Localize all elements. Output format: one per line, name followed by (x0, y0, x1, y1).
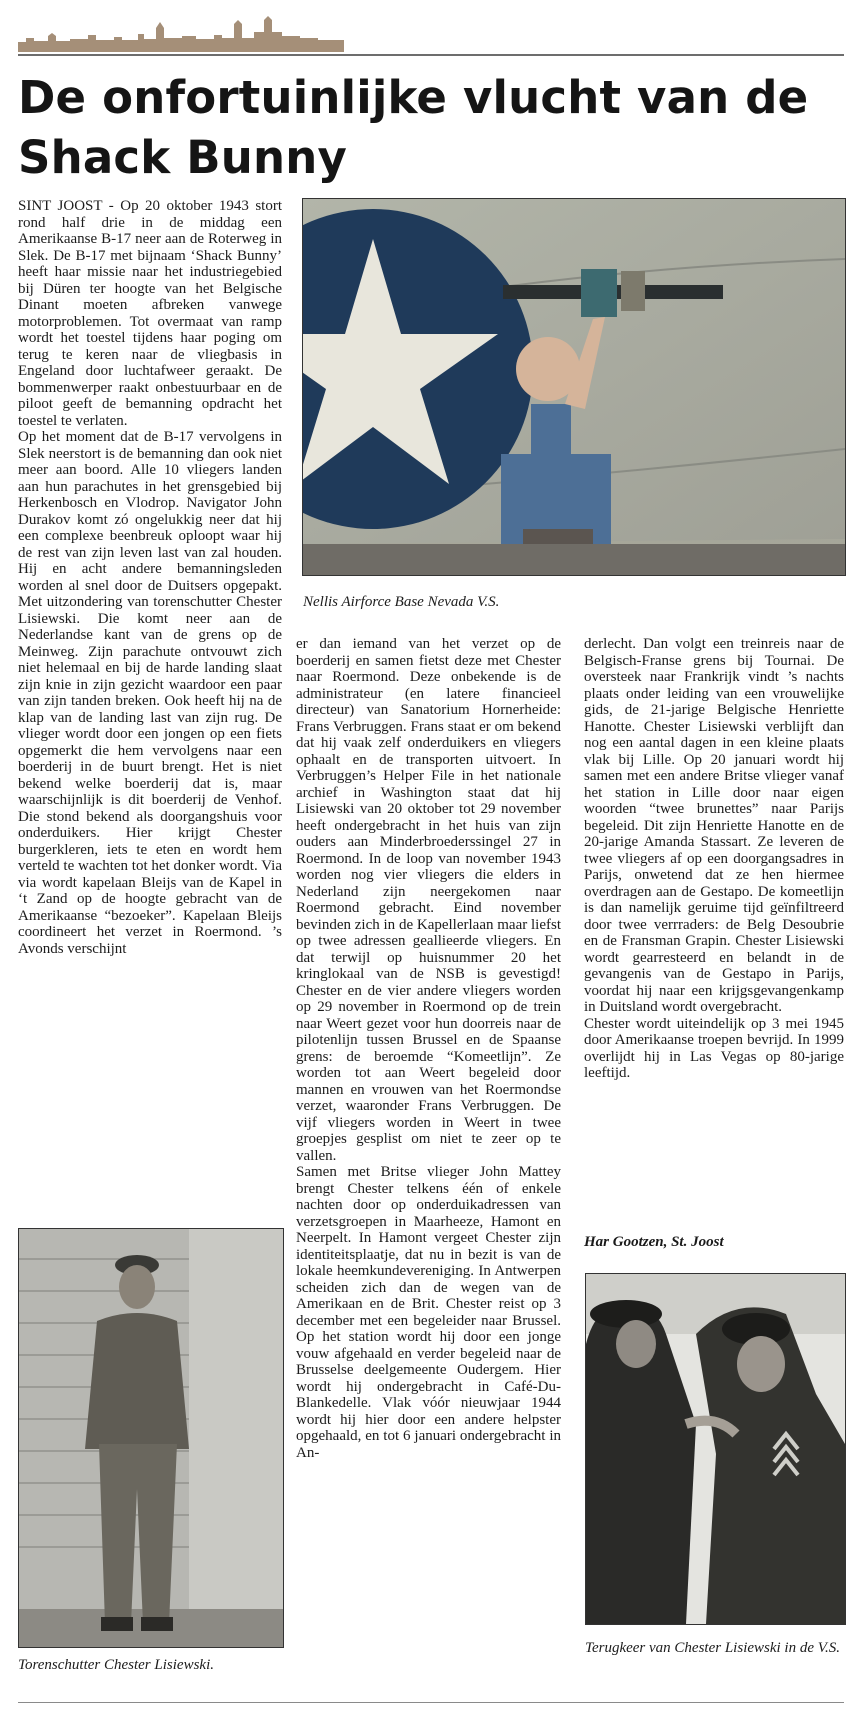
article-paragraph: er dan iemand van het verzet op de boerderij en samen fietst deze met Chester naar Roermond. Deze onbekende is de administrateur (en latere financieel directeur) van Sanatorium Hornerheide: Frans Verbruggen. Frans staat er om bekend dat hij vaak zelf onderduikers en vliegers ophaalt en de transporten uitvoert. In Verbruggen’s Helper File in het nationale archief in Washington staat dat hij Lisiewski van 20 oktober tot 29 november heeft ondergebracht in het huis van zijn ouders aan Minderbroederssingel 27 in Roermond. In de loop van november 1943 worden nog vier vliegers die elders in Nederland zijn neergekomen naar Roermond gebracht. Eind november bevinden zich in de Kapellerlaan maar liefst op twee adressen geallieerde vliegers. En dat terwijl op huisnummer 20 het kringlokaal van de NSB is gevestigd! Chester en de vier andere vliegers worden op 29 november in Roermond op de trein naar Weert gezet voor hun doorreis naar de pilotenlijn tussen Brussel en de Spaanse grens: de beroemde “Komeetlijn”. Ze worden tot aan Weert begeleid door mannen en vrouwen van het Roermondse verzet, waaronder Frans Verbruggen. De vijf vliegers worden in Weert in twee groepjes gesplist om niet te zeer op te vallen. (296, 636, 561, 1164)
chester-portrait-photo (18, 1228, 284, 1648)
award-photo-caption: Terugkeer van Chester Lisiewski in de V.S. (585, 1640, 840, 1656)
town-skyline-icon (18, 12, 344, 52)
article-paragraph: SINT JOOST - Op 20 oktober 1943 stort rond half drie in de middag een Amerikaanse B-17 neer aan de Roterweg in Slek. De B-17 met bijnaam ‘Shack Bunny’ heeft haar missie naar het industriegebied bij Düren ter hoogte van het Belgische Dinant moeten afbreken vanwege motorproblemen. Tot overmaat van ramp wordt het toestel tijdens haar poging om terug te keren naar de vliegbasis in Engeland door luchtafweer geraakt. De bommenwerper raakt onbestuurbaar en de piloot geeft de bemanning opdracht het toestel te verlaten. (18, 198, 282, 429)
article-column-2 (296, 636, 561, 1461)
article-column-1 (18, 198, 282, 957)
footer-rule (18, 1702, 844, 1703)
article-paragraph: Samen met Britse vlieger John Mattey brengt Chester telkens één of enkele nachten door op onderduikadressen van verzetsgroepen in Maarheeze, Hamont en Neerpelt. In Hamont vergeet Chester zijn identiteitsplaatje, dat nu in bezit is van de lokale heemkundevereniging. In Antwerpen scheiden zich dan de wegen van de Amerikaan en de Brit. Chester reist op 3 december met een begeleider naar Brussel. Op het station wordt hij door een jonge vouw afgehaald en verder begeleid naar de Brusselse deelgemeente Oudergem. Hier wordt hij ondergebracht in Café-Du-Blankedelle. Vlak vóór nieuwjaar 1944 wordt hij hier door een andere helpster opgehaald, en tot 6 januari ondergebracht in An- (296, 1164, 561, 1461)
chester-photo-caption: Torenschutter Chester Lisiewski. (18, 1657, 214, 1673)
header-rule (18, 54, 844, 56)
article-paragraph: Op het moment dat de B-17 vervolgens in Slek neerstort is de bemanning dan ook niet meer aan boord. Alle 10 vliegers landen aan hun parachutes in het grensgebied bij Herkenbosch en Vlodrop. Navigator John Durakov komt zó ongelukkig neer dat hij een complexe beenbreuk oploopt waar hij de rest van zijn leven last van zal houden. Hij en acht andere bemanningsleden worden al snel door de Duitsers opgepakt. Met uitzondering van torenschutter Chester Lisiewski. Die komt neer aan de Nederlandse kant van de grens op de Meinweg. Zijn parachute ontvouwt zich niet helemaal en bij de harde landing slaat zijn knie in zijn gezicht waardoor een paar van zijn tanden breken. Ook heeft hij na de klap van de landing last van zijn rug. De vlieger wordt door een jongen op een fiets opgemerkt die hem vervolgens naar een boerderij in de buurt brengt. Het is niet bekend welke boerderij dat is, maar waarschijnlijk is dit boerderij de Venhof. Die stond bekend als doorgangshuis voor onderduikers. Hier krijgt Chester burgerkleren, iets te eten en wordt hem verteld te wachten tot het donker wordt. Via via wordt kapelaan Bleijs van de Kapel in ‘t Zand op de hoogte gebracht van de Amerikaanse “bezoeker”. Kapelaan Bleijs coordineert het verzet in Roermond. ’s Avonds verschijnt (18, 429, 282, 957)
article-column-3 (584, 636, 844, 1082)
article-paragraph: Chester wordt uiteindelijk op 3 mei 1945 door Amerikaanse troepen bevrijd. In 1999 overlijdt hij in Las Vegas op 80-jarige leeftijd. (584, 1015, 844, 1081)
award-ceremony-photo (585, 1273, 846, 1625)
plane-photo-caption: Nellis Airforce Base Nevada V.S. (303, 594, 500, 610)
page-title: De onfortuinlijke vlucht van de Shack Bunny (18, 71, 809, 184)
article-paragraph: derlecht. Dan volgt een treinreis naar de Belgisch-Franse grens bij Tournai. De oversteek naar Frankrijk vindt ’s nachts plaats onder leiding van een vrouwelijke gids, de 21-jarige Belgische Henriette Hanotte. Chester Lisiewski verblijft dan nog een aantal dagen in een kleine plaats vlak bij Lille. Op 20 januari wordt hij samen met een andere Britse vlieger vanaf het station in Lille door naar eigen woorden “twee brunettes” naar Parijs begeleid. Dit zijn Henriette Hanotte en de 20-jarige Amanda Stassart. Ze leveren de twee vliegers af op een doorgangsadres in Parijs, onwetend dat ze hen hiermee overdragen aan de Gestapo. De komeetlijn is dan namelijk geruime tijd geïnfiltreerd door twee verrraders: de Belg Desoubrie en de Fransman Grapin. Chester Lisiewski wordt gearresteerd en belandt in de gevangenis van de Gestapo in Parijs, voordat hij naar een krijgsgevangenkamp in Duitsland wordt overgebracht. (584, 636, 844, 1015)
b17-plane-photo (302, 198, 846, 576)
author-byline: Har Gootzen, St. Joost (584, 1234, 724, 1250)
